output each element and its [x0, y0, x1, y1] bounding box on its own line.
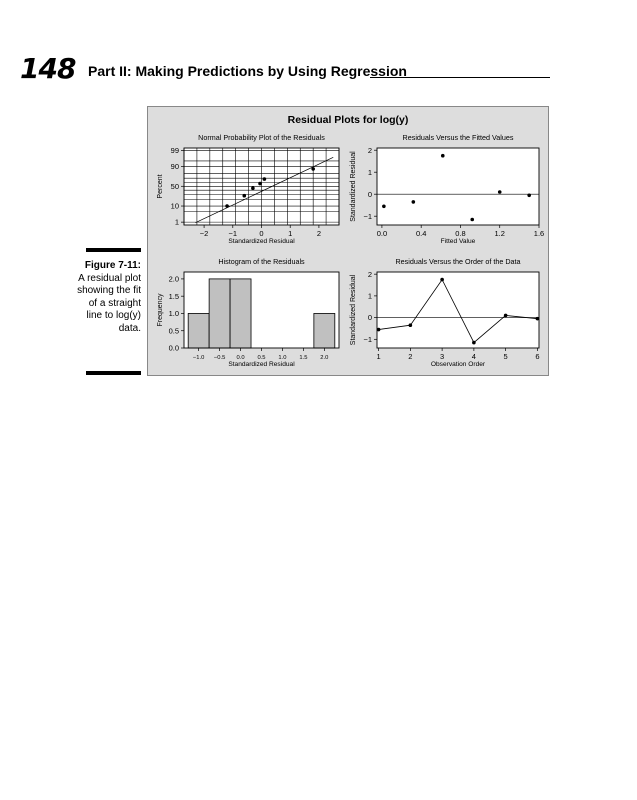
x-tick-label: 0.8	[455, 229, 466, 238]
y-axis-label: Standardized Residual	[350, 151, 357, 222]
y-tick-label: 1	[367, 291, 372, 301]
data-point	[409, 323, 413, 327]
data-point	[251, 186, 255, 190]
y-tick-label: 50	[170, 181, 179, 191]
x-axis-label: Standardized Residual	[228, 361, 295, 368]
y-tick-label: 1	[174, 217, 179, 227]
header-rule	[370, 77, 550, 78]
data-point	[382, 205, 386, 209]
plot-area	[377, 148, 539, 225]
x-tick-label: −2	[199, 229, 209, 238]
data-point	[498, 190, 502, 194]
x-tick-label: −1	[228, 229, 238, 238]
x-tick-label: 4	[471, 352, 476, 361]
x-tick-label: 0.4	[415, 229, 427, 238]
x-axis-label: Fitted Value	[440, 238, 476, 245]
x-tick-label: 1	[376, 352, 381, 361]
page-number: 148	[20, 52, 76, 85]
x-tick-label: 1	[288, 229, 293, 238]
y-tick-label: −1	[363, 211, 372, 221]
y-axis-label: Percent	[157, 174, 164, 199]
x-axis-label: Standardized Residual	[228, 238, 295, 245]
y-tick-label: 10	[170, 201, 179, 211]
x-tick-label: 0.5	[257, 355, 266, 361]
data-point	[527, 194, 531, 198]
y-tick-label: 2	[367, 269, 372, 279]
data-point	[504, 314, 508, 318]
y-tick-label: 0	[367, 189, 372, 199]
caption-bar-bottom	[86, 371, 141, 375]
chapter-title: Part II: Making Predictions by Using Regression	[88, 63, 407, 79]
data-point	[441, 154, 445, 158]
data-point	[472, 341, 476, 345]
x-tick-label: −1.0	[192, 355, 205, 361]
histogram-bar	[314, 313, 335, 348]
x-tick-label: 1.6	[533, 229, 545, 238]
y-tick-label: 2	[367, 145, 372, 155]
data-point	[225, 204, 229, 208]
y-tick-label: 0.5	[168, 326, 179, 336]
caption-bar-top	[86, 248, 141, 252]
data-point	[242, 194, 246, 198]
data-point	[440, 278, 444, 282]
plot-area	[377, 272, 539, 348]
x-tick-label: 0.0	[376, 229, 388, 238]
y-tick-label: −1	[363, 334, 372, 344]
x-tick-label: 2	[316, 229, 321, 238]
chart-title: Histogram of the Residuals	[218, 257, 305, 266]
x-tick-label: 3	[440, 352, 445, 361]
y-tick-label: 1	[367, 167, 372, 177]
residual-plots-figure	[147, 106, 549, 376]
y-tick-label: 0	[367, 313, 372, 323]
y-tick-label: 0.0	[168, 343, 179, 353]
histogram-bar	[230, 279, 251, 348]
x-tick-label: 2.0	[320, 355, 329, 361]
y-axis-label: Standardized Residual	[350, 274, 357, 346]
chart-title: Normal Probability Plot of the Residuals	[198, 133, 325, 142]
y-tick-label: 90	[170, 162, 179, 172]
histogram-bar	[209, 279, 230, 348]
x-tick-label: 5	[503, 352, 508, 361]
caption-label: Figure 7-11:	[84, 260, 141, 271]
data-point	[258, 182, 262, 186]
y-tick-label: 1.0	[168, 309, 179, 319]
x-tick-label: 1.0	[278, 355, 287, 361]
x-tick-label: 6	[535, 352, 540, 361]
figure-caption	[76, 260, 141, 336]
x-tick-label: 2	[408, 352, 413, 361]
y-tick-label: 99	[170, 146, 179, 156]
data-point	[263, 177, 267, 181]
x-tick-label: 0.0	[236, 355, 245, 361]
histogram-bar	[188, 313, 209, 348]
x-axis-label: Observation Order	[430, 361, 486, 368]
y-axis-label: Frequency	[157, 293, 164, 327]
chart-title: Residuals Versus the Fitted Values	[402, 133, 514, 142]
figure-title: Residual Plots for log(y)	[287, 114, 409, 126]
chart-title: Residuals Versus the Order of the Data	[395, 257, 521, 266]
data-point	[470, 218, 474, 222]
y-tick-label: 2.0	[168, 274, 179, 284]
data-point	[412, 200, 416, 204]
x-tick-label: 1.5	[299, 355, 308, 361]
y-tick-label: 1.5	[168, 291, 179, 301]
x-tick-label: 0	[259, 229, 264, 238]
caption-text: A residual plot showing the fit of a straight line to log(y) data.	[77, 272, 141, 334]
x-tick-label: −0.5	[213, 355, 226, 361]
data-point	[311, 167, 315, 171]
x-tick-label: 1.2	[494, 229, 505, 238]
